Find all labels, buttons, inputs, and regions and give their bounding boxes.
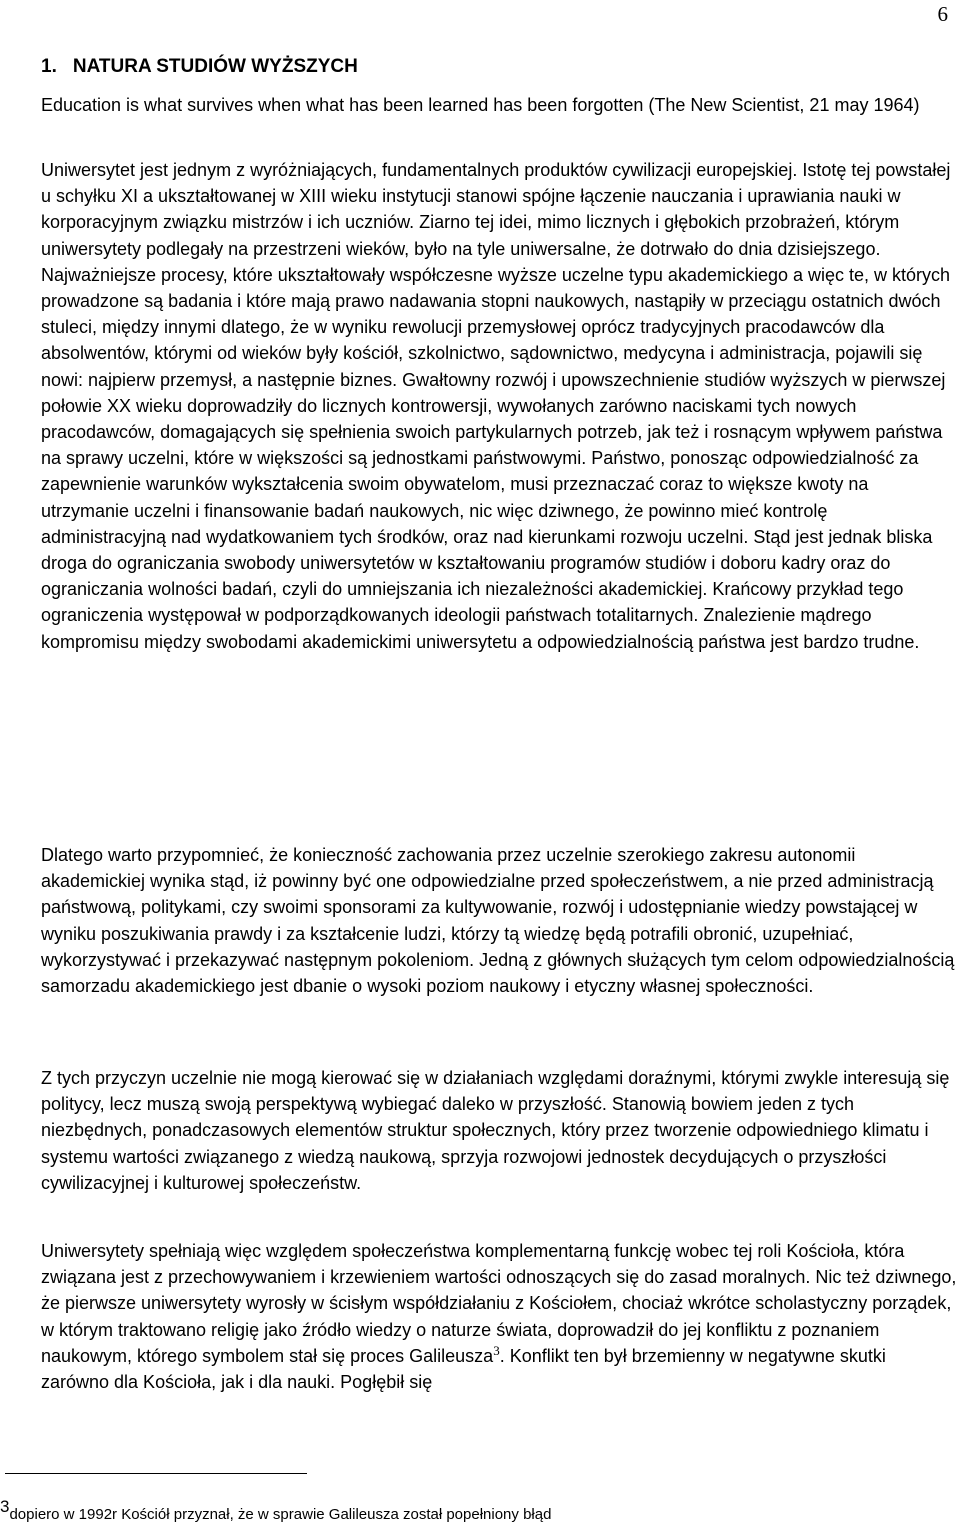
epigraph: Education is what survives when what has been learned has been forgotten (The New Scientist, 21 may 1964) <box>41 95 920 115</box>
footnote <box>0 1497 552 1523</box>
section-heading <box>41 56 358 78</box>
section-title: NATURA STUDIÓW WYŻSZYCH <box>72 56 358 77</box>
page-number: 6 <box>937 2 948 26</box>
paragraph-3: Z tych przyczyn uczelnie nie mogą kierować się w działaniach względami doraźnymi, którymi zwykle interesują się politycy, lecz muszą swoją perspektywą wybiegać daleko w przyszłość. Stanowią bowiem jeden z tych niezbędnych, ponadczasowych elementów struktur społecznych, który przez tworzenie odpowiedniego klimatu i systemu wartości związanego z wiedzą naukową, sprzyja rozwojowi jednostek decydujących o przyszłości cywilizacyjnej i kulturowej społeczeństw. <box>41 1068 950 1193</box>
paragraph-4-text: Uniwersytety spełniają więc względem społeczeństwa komplementarną funkcję wobec tej roli Kościoła, która związana jest z przechowywaniem i krzewieniem wartości odnoszących się do zasad moralnych. Nic też dziwnego, że pierwsze uniwersytety wyrosły w ścisłym współdziałaniu z Kościołem, chociaż wkrótce scholastyczny porządek, w którym traktowano religię jako źródło wiedzy o naturze świata, doprowadził do jej konfliktu z poznaniem naukowym, którego symbolem stał się proces Galileusza <box>41 1241 957 1366</box>
footnote-text: dopiero w 1992r Kościół przyznał, że w sprawie Galileusza został popełniony błąd <box>9 1506 552 1523</box>
footnote-marker: 3 <box>0 1497 10 1516</box>
section-number: 1. <box>41 56 57 77</box>
paragraph-4-text-cont: . Konflikt ten był brzemienny w negatywne skutki zarówno dla Kościoła, jak i dla nauki. Pogłębił się <box>41 1345 886 1393</box>
paragraph-2: Dlatego warto przypomnieć, że konieczność zachowania przez uczelnie szerokiego zakresu autonomii akademickiej wynika stąd, iż powinny być one odpowiedzialne przed społeczeństwem, a nie przed administracją państwową, politykami, czy swoimi sponsorami za kultywowanie, rozwój i udostępnianie wiedzy powstającej w wyniku poszukiwania prawdy i za kształcenie ludzi, którzy tą wiedzę będą potrafili obronić, uzupełniać, wykorzystywać i przekazywać następnym pokoleniom. Jedną z głównych służących tym celom odpowiedzialnością samorzadu akademickiego jest dbanie o wysoki poziom naukowy i etyczny własnej społeczności. <box>41 845 955 997</box>
paragraph-1: Uniwersytet jest jednym z wyróżniających, fundamentalnych produktów cywilizacji europejskiej. Istotę tej powstałej u schyłku XI a ukształtowanej w XIII wieku instytucji stanowi spójne łączenie nauczania i uprawiania nauki w korporacyjnym związku mistrzów i ich uczniów. Ziarno tej idei, mimo licznych i głębokich przobrażeń, którym uniwersytety podlegały na przestrzeni wieków, było na tyle uniwersalne, że dotrwało do dnia dzisiejszego. Najważniejsze procesy, które ukształtowały współczesne wyższe uczelne typu akademickiego a więc te, w których prowadzone są badania i które mają prawo nadawania stopni naukowych, nastąpiły w przeciągu ostatnich dwóch stuleci, między innymi dlatego, że w wyniku rewolucji przemysłowej oprócz tradycyjnych pracodawców dla absolwentów, którymi od wieków były kościół, szkolnictwo, sądownictwo, medycyna i administracja, pojawili się nowi: najpierw przemysł, a następnie biznes. Gwałtowny rozwój i upowszechnienie studiów wyższych w pierwszej połowie XX wieku doprowadziły do licznych kontrowersji, wywołanych zarówno naciskami tych nowych pracodawców, domagających się spełnienia swoich partykularnych potrzeb, jak też i rosnącym wpływem państwa na sprawy uczelni, które w większości są jednostkami państwowymi. Państwo, ponosząc odpowiedzialność za zapewnienie warunków wykształcenia swoim obywatelom, musi przeznaczać coraz to większe kwoty na utrzymanie uczelni i finansowanie badań naukowych, nic więc dziwnego, że powinno mieć kontrolę administracyjną nad wydatkowaniem tych środków, oraz nad kierunkami rozwoju uczelni. Stąd jest jednak bliska droga do ograniczania swobody uniwersytetów w kształtowaniu programów studiów i doboru kadry oraz do ograniczania wolności badań, czyli do umniejszania ich niezależności akademickiej. Krańcowy przykład tego ograniczenia występował w podporządkowanych ideologii państwach totalitarnych. Znalezienie mądrego kompromisu między swobodami akademickimi uniwersytetu a odpowiedzialnością państwa jest bardzo trudne. <box>41 160 951 652</box>
paragraph-4 <box>41 1238 957 1395</box>
footnote-separator <box>5 1473 307 1474</box>
footnote-reference[interactable]: 3 <box>493 1342 500 1358</box>
